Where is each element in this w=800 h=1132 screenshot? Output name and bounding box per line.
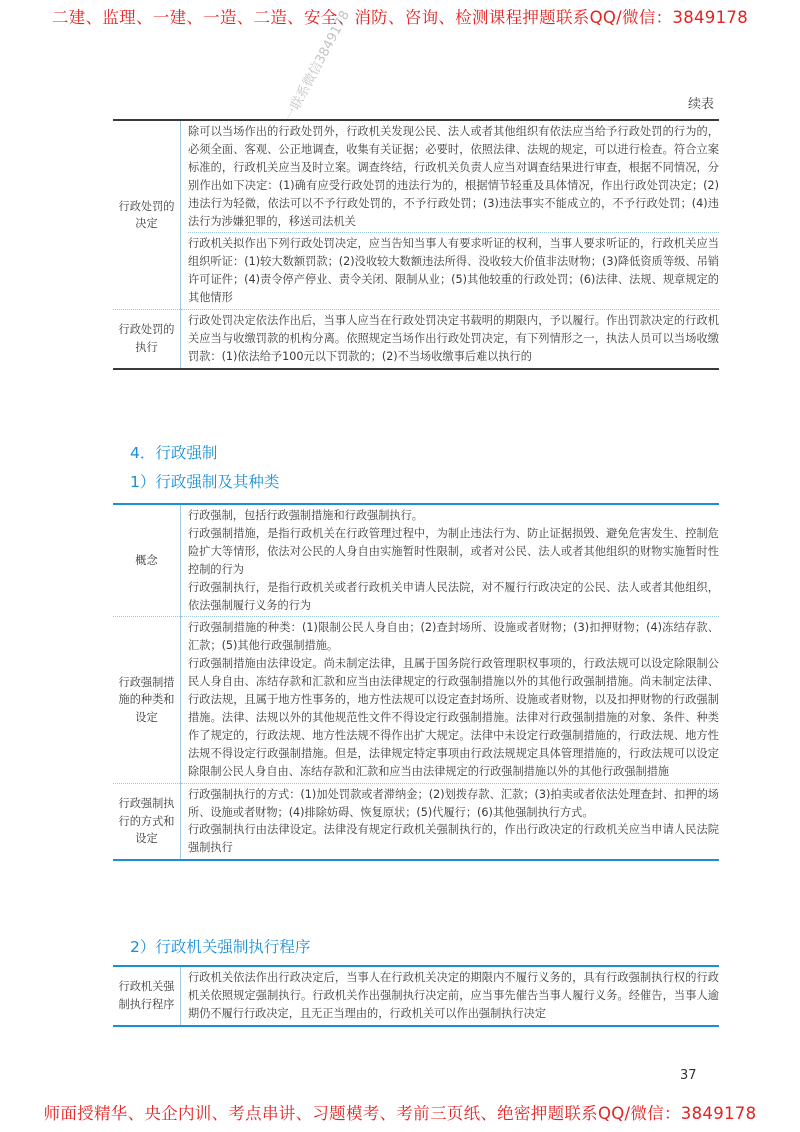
paragraph: 行政强制措施由法律设定。尚未制定法律，且属于国务院行政管理职权事项的，行政法规可以设定除限制公民人身自由、冻结存款和汇款和应当由法律规定的行政强制措施以外的其他行政强制措施。尚未制定法律、行政法规，且属于地方性事务的，地方性法规可以设定查封场所、设施或者财物，以及扣押财物的行政强制措施。法律、法规以外的其他规范性文件不得设定行政强制措施。法律对行政强制措施的对象、条件、种类作了规定的，行政法规、地方性法规不得作出扩大规定。法律中未设定行政强制措施的，行政法规、地方性法规不得设定行政强制措施。但是，法律规定特定事项由行政法规规定具体管理措施的，行政法规可以设定除限制公民人身自由、冻结存款和汇款和应当由法律规定的行政强制措施以外的其他行政强制措施 [188,657,719,778]
continued-label: 续表 [687,97,714,112]
page-number: 37 [680,1068,697,1083]
paragraph: 行政处罚决定依法作出后，当事人应当在行政处罚决定书载明的期限内，予以履行。作出罚款决定的行政机关应当与收缴罚款的机构分离。依照规定当场作出行政处罚决定，有下列情形之一，执法人员可以当场收缴罚款：(1)依法给予100元以下罚款的；(2)不当场收缴事后难以执行的 [188,314,719,363]
row-label: 概念 [113,504,181,617]
row-content [181,504,720,617]
row-label: 行政机关强制执行程序 [113,966,181,1026]
table-row [113,966,719,1026]
enforcement-types-table [113,503,719,861]
table-row [113,120,719,310]
table-row [113,310,719,369]
table-row [113,617,719,783]
row-content [181,310,720,369]
paragraph: 行政强制措施，是指行政机关在行政管理过程中，为制止违法行为、防止证据损毁、避免危害发生、控制危险扩大等情形，依法对公民的人身自由实施暂时性限制，或者对公民、法人或者其他组织的财物实施暂时性控制的行为 [188,526,719,576]
paragraph: 行政强制措施的种类：(1)限制公民人身自由；(2)查封场所、设施或者财物；(3)扣押财物；(4)冻结存款、汇款；(5)其他行政强制措施。 [188,621,719,653]
table-row [113,504,719,617]
row-content [181,617,720,783]
paragraph: 行政机关依法作出行政决定后，当事人在行政机关决定的期限内不履行义务的，具有行政强制执行权的行政机关依照规定强制执行。行政机关作出强制执行决定前，应当事先催告当事人履行义务。经催告，当事人逾期仍不履行行政决定，且无正当理由的，行政机关可以作出强制执行决定 [188,971,719,1020]
row-label: 行政强制执行的方式和设定 [113,783,181,860]
section-heading: 4．行政强制 [130,444,218,462]
subsection-heading: 1）行政强制及其种类 [130,473,280,491]
paragraph: 行政机关拟作出下列行政处罚决定，应当告知当事人有要求听证的权利，当事人要求听证的，行政机关应当组织听证：(1)较大数额罚款；(2)没收较大数额违法所得、没收较大价值非法财物；(3)降低资质等级、吊销许可证件；(4)责令停产停业、责令关闭、限制从业；(5)其他较重的行政处罚；(6)法律、法规、规章规定的其他情形 [188,232,719,307]
penalty-table [113,119,719,370]
bottom-promo-banner: 师面授精华、央企内训、考点串讲、习题模考、考前三页纸、绝密押题联系QQ/微信：3849178 [43,1104,757,1123]
row-label: 行政强制措施的种类和设定 [113,617,181,783]
top-promo-banner: 二建、监理、一建、一造、二造、安全、消防、咨询、检测课程押题联系QQ/微信：3849178 [51,8,749,27]
paragraph: 行政强制执行的方式：(1)加处罚款或者滞纳金；(2)划拨存款、汇款；(3)拍卖或者依法处理查封、扣押的场所、设施或者财物；(4)排除妨碍、恢复原状；(5)代履行；(6)其他强制执行方式。 [188,787,719,819]
row-label: 行政处罚的执行 [113,310,181,369]
row-content [181,120,720,310]
paragraph: 行政强制执行由法律设定。法律没有规定行政机关强制执行的，作出行政决定的行政机关应当申请人民法院强制执行 [188,823,719,855]
subsection-heading: 2）行政机关强制执行程序 [130,938,311,956]
paragraph: 除可以当场作出的行政处罚外，行政机关发现公民、法人或者其他组织有依法应当给予行政处罚的行为的，必须全面、客观、公正地调查，收集有关证据；必要时，依照法律、法规的规定，可以进行检查。符合立案标准的，行政机关应当及时立案。调查终结，行政机关负责人应当对调查结果进行审查，根据不同情况，分别作出如下决定：(1)确有应受行政处罚的违法行为的，根据情节轻重及具体情况，作出行政处罚决定；(2)违法行为轻微，依法可以不予行政处罚的，不予行政处罚；(3)违法事实不能成立的，不予行政处罚；(4)违法行为涉嫌犯罪的，移送司法机关 [188,125,719,228]
row-content [181,966,720,1026]
row-content [181,783,720,860]
watermark-text: 一联系微信3849178 [282,8,354,124]
row-label: 行政处罚的决定 [113,120,181,310]
paragraph: 行政强制执行，是指行政机关或者行政机关申请人民法院，对不履行行政决定的公民、法人或者其他组织，依法强制履行义务的行为 [188,580,719,612]
paragraph: 行政强制，包括行政强制措施和行政强制执行。 [188,509,423,522]
enforcement-procedure-table [113,965,719,1027]
table-row [113,783,719,860]
